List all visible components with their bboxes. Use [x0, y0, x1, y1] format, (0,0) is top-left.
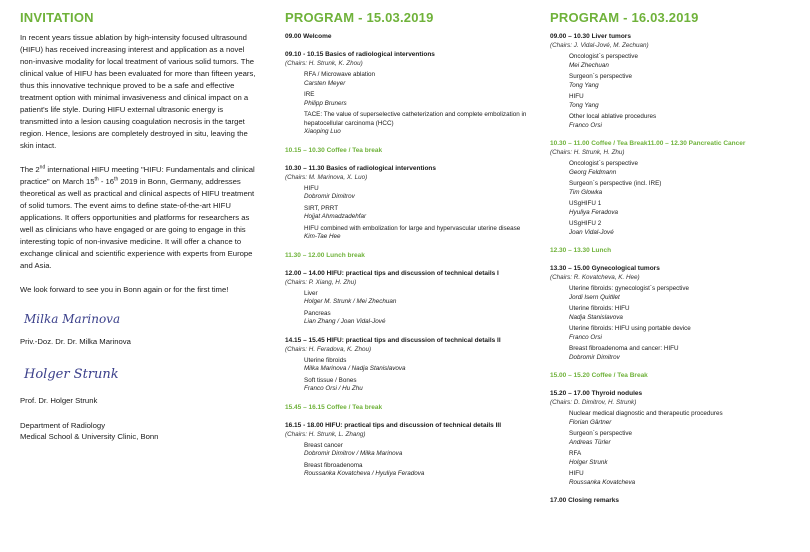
program-session	[550, 264, 800, 362]
talk-speaker: Hyuliya Feradova	[569, 208, 618, 216]
program-session	[285, 164, 530, 242]
talk-title: USgHIFU 2	[569, 220, 602, 227]
talk-item	[569, 220, 800, 237]
talk-item	[304, 71, 530, 88]
session-talks	[550, 285, 800, 362]
talk-item	[569, 160, 800, 177]
session-title: 12.00 – 14.00 HIFU: practical tips and discussion of technical details I	[285, 269, 499, 277]
talk-title: RFA	[569, 450, 582, 457]
session-title: 09.10 - 10.15 Basics of radiological interventions	[285, 51, 435, 58]
break-title: 15.00 – 15.20 Coffee / Tea Break	[550, 372, 648, 379]
program-session	[285, 50, 530, 137]
program-session	[550, 389, 800, 487]
invitation-heading: INVITATION	[20, 10, 94, 25]
program-session	[285, 421, 530, 479]
program-day1-heading: PROGRAM - 15.03.2019	[285, 10, 434, 25]
talk-item	[304, 111, 530, 137]
signature-script-strunk: Holger Strunk	[24, 367, 119, 382]
talk-title: Breast cancer	[304, 441, 343, 449]
session-chairs: (Chairs: P. Xiang, H. Zhu)	[285, 278, 357, 286]
signature-strunk	[20, 361, 260, 395]
talk-title: Breast fibroadenoma and cancer: HIFU	[569, 345, 679, 352]
program-session	[285, 146, 530, 155]
talk-item	[569, 470, 800, 487]
session-title: 17.00 Closing remarks	[550, 497, 620, 504]
session-title: 10.30 – 11.30 Basics of radiological interventions	[285, 164, 437, 172]
program-day2-heading: PROGRAM - 16.03.2019	[550, 10, 699, 25]
talk-speaker: Dobromir Dimitrov	[569, 353, 620, 361]
talk-item	[569, 93, 800, 110]
session-title: 15.20 – 17.00 Thyroid nodules	[550, 390, 643, 397]
break-title: 15.45 – 16.15 Coffee / Tea break	[285, 403, 383, 411]
session-talks	[285, 357, 530, 394]
talk-item	[569, 53, 800, 70]
break-title: 10.15 – 10.30 Coffee / Tea break	[285, 146, 383, 154]
signature-marinova	[20, 306, 260, 336]
talk-title: USgHIFU 1	[569, 200, 602, 207]
signatory-marinova: Priv.-Doz. Dr. Dr. Milka Marinova	[20, 337, 131, 346]
talk-title: Soft tissue / Bones	[304, 376, 357, 384]
intro-paragraph-1: In recent years tissue ablation by high-intensity focused ultrasound (HIFU) has received increasing interest and application as a novel non-invasive modality for local treatment of various solid tumors. The clinical value of HIFU has been evaluated for more than fifteen years, thus this innovative technique proved to be a safe and effective treatment option with minimal invasiveness and clinical impact on a patient's life style. During HIFU external ultrasonic energy is transmitted into a lesion causing coagulation necrosis in the target region. Hence, lesions are completely destroyed in situ, leaving the skin intact.	[20, 33, 256, 150]
talk-item	[569, 285, 800, 302]
talk-title: Surgeon`s perspective	[569, 430, 633, 437]
intro-paragraph-3: We look forward to see you in Bonn again or for the first time!	[20, 285, 229, 294]
talk-speaker: Mei Zhechuan	[569, 61, 609, 69]
talk-speaker: Andreas Türler	[569, 438, 611, 446]
talk-item	[304, 290, 530, 307]
talk-title: Liver	[304, 289, 318, 297]
session-talks	[550, 53, 800, 130]
program-day1-sessions	[285, 32, 530, 479]
talk-speaker: Carsten Meyer	[304, 79, 346, 87]
program-session	[285, 32, 530, 41]
signatory-strunk: Prof. Dr. Holger Strunk	[20, 396, 98, 405]
talk-speaker: Holger M. Strunk / Mei Zhechuan	[304, 298, 397, 305]
talk-speaker: Philipp Bruners	[304, 99, 347, 107]
talk-speaker: Xiaoping Luo	[304, 128, 341, 135]
break-title: 10.30 – 11.00 Coffee / Tea Break11.00 – 12.30 Pancreatic Cancer	[550, 140, 746, 147]
break-title: 11.30 – 12.00 Lunch break	[285, 251, 365, 259]
talk-title: SIRT, PRRT	[304, 204, 339, 212]
talk-title: Uterine fibroids: HIFU using portable device	[569, 325, 691, 332]
talk-item	[569, 430, 800, 447]
talk-item	[304, 377, 530, 394]
talk-speaker: Kim-Tae Hee	[304, 233, 341, 240]
talk-title: Breast fibroadenoma	[304, 461, 363, 469]
talk-title: IRE	[304, 91, 315, 98]
talk-item	[569, 305, 800, 322]
talk-speaker: Dobromir Dimitrov / Milka Marinova	[304, 450, 403, 457]
talk-item	[304, 185, 530, 202]
session-chairs: (Chairs: H. Strunk, H. Zhu)	[550, 149, 625, 156]
session-title: 09.00 – 10.30 Liver tumors	[550, 33, 631, 40]
session-chairs: (Chairs: J. Vidal-Jové, M. Zechuan)	[550, 42, 649, 49]
talk-speaker: Florian Gärtner	[569, 418, 612, 426]
session-title: 14.15 – 15.45 HIFU: practical tips and discussion of technical details II	[285, 336, 501, 344]
talk-title: Uterine fibroids	[304, 356, 347, 364]
talk-speaker: Franco Orsi	[569, 333, 602, 341]
talk-title: HIFU combined with embolization for large and hypervascular uterine disease	[304, 224, 521, 232]
talk-item	[569, 450, 800, 467]
talk-speaker: Roussanka Kovatcheva	[569, 478, 636, 486]
session-chairs: (Chairs: H. Strunk, L. Zhang)	[285, 430, 366, 438]
intro-paragraph-2: The 2nd international HIFU meeting "HIFU: Fundamentals and clinical practice" on March 15th - 16th 2019 in Bonn, Germany, addresses theoretical as well as practical and clinical aspects of HIFU treatment of solid tumors. The event aims to define state-of-the-art HIFU applications. It offers opportunities and platforms for researchers as well as clinicians who have engaged or are going to engage in this interesting topic of non-invasive medicine. It will offer a chance to exchange clinical and scientific experience with experts from Europe and Asia.	[20, 164, 255, 270]
program-session	[285, 403, 530, 412]
talk-title: HIFU	[569, 93, 584, 100]
talk-speaker: Franco Orsi / Hu Zhu	[304, 385, 363, 392]
talk-item	[304, 205, 530, 222]
talk-speaker: Tong Yang	[569, 101, 599, 109]
talk-title: Surgeon`s perspective	[569, 73, 633, 80]
session-title: 13.30 – 15.00 Gynecological tumors	[550, 265, 660, 272]
talk-title: Pancreas	[304, 309, 331, 317]
talk-speaker: Roussanka Kovatcheva / Hyuliya Feradova	[304, 470, 425, 477]
signature-script-marinova: Milka Marinova	[24, 312, 121, 326]
talk-item	[304, 357, 530, 374]
session-talks	[285, 71, 530, 137]
program-session	[285, 269, 530, 327]
talk-speaker: Georg Feldmann	[569, 168, 617, 176]
talk-title: Uterine fibroids: HIFU	[569, 305, 630, 312]
talk-title: HIFU	[304, 184, 319, 192]
talk-title: Uterine fibroids: gynecologist`s perspective	[569, 285, 690, 292]
talk-item	[569, 345, 800, 362]
program-day2-sessions	[550, 32, 800, 505]
session-chairs: (Chairs: M. Marinova, X. Luo)	[285, 173, 368, 181]
break-title: 12.30 – 13.30 Lunch	[550, 247, 612, 254]
talk-speaker: Tong Yang	[569, 81, 599, 89]
talk-title: Other local ablative procedures	[569, 113, 657, 120]
talk-title: TACE: The value of superselective catheterization and complete embolization in hepatocellular carcinoma (HCC)	[304, 111, 527, 127]
session-chairs: (Chairs: R. Kovatcheva, K. Hee)	[550, 274, 640, 281]
talk-speaker: Tim Glowka	[569, 188, 603, 196]
session-title: 16.15 - 18.00 HIFU: practical tips and discussion of technical details III	[285, 421, 502, 429]
talk-item	[304, 310, 530, 327]
talk-speaker: Jordi Isern Quitllet	[569, 293, 620, 301]
program-session	[285, 336, 530, 394]
program-session	[550, 139, 800, 237]
talk-item	[569, 325, 800, 342]
talk-title: Nuclear medical diagnostic and therapeutic procedures	[569, 410, 723, 417]
talk-speaker: Lian Zhang / Joan Vidal-Jové	[304, 318, 386, 325]
session-talks	[550, 160, 800, 237]
session-talks	[285, 442, 530, 479]
talk-speaker: Nadja Stanislavova	[569, 313, 623, 321]
program-session	[550, 371, 800, 380]
program-day2-column	[550, 0, 800, 505]
department-line-1: Department of Radiology	[20, 421, 106, 430]
talk-item	[304, 462, 530, 479]
talk-title: Oncologist`s perspective	[569, 160, 638, 167]
session-chairs: (Chairs: H. Strunk, K. Zhou)	[285, 60, 363, 67]
talk-speaker: Joan Vidal-Jové	[569, 228, 614, 236]
talk-item	[304, 91, 530, 108]
program-day1-column	[285, 0, 530, 479]
talk-item	[569, 113, 800, 130]
talk-speaker: Hojjat Ahmadzadehfar	[304, 213, 367, 220]
talk-speaker: Franco Orsi	[569, 121, 602, 129]
session-talks	[550, 410, 800, 487]
talk-item	[304, 225, 530, 242]
talk-item	[569, 410, 800, 427]
session-talks	[285, 185, 530, 242]
talk-title: RFA / Microwave ablation	[304, 71, 376, 78]
talk-item	[569, 180, 800, 197]
talk-item	[569, 73, 800, 90]
talk-title: HIFU	[569, 470, 584, 477]
talk-speaker: Milka Marinova / Nadja Stanislavova	[304, 365, 406, 372]
talk-speaker: Dobromir Dimitrov	[304, 193, 355, 200]
session-chairs: (Chairs: H. Feradova, K. Zhou)	[285, 345, 372, 353]
talk-title: Surgeon`s perspective (incl. IRE)	[569, 180, 662, 187]
session-talks	[285, 290, 530, 327]
session-chairs: (Chairs: D. Dimitrov, H. Strunk)	[550, 399, 637, 406]
program-session	[550, 246, 800, 255]
program-session	[550, 496, 800, 505]
talk-title: Oncologist`s perspective	[569, 53, 638, 60]
program-session	[285, 251, 530, 260]
talk-item	[304, 442, 530, 459]
program-session	[550, 32, 800, 130]
session-title: 09.00 Welcome	[285, 33, 332, 40]
talk-speaker: Holger Strunk	[569, 458, 608, 466]
department-line-2: Medical School & University Clinic, Bonn	[20, 432, 159, 441]
invitation-column	[20, 0, 260, 442]
talk-item	[569, 200, 800, 217]
